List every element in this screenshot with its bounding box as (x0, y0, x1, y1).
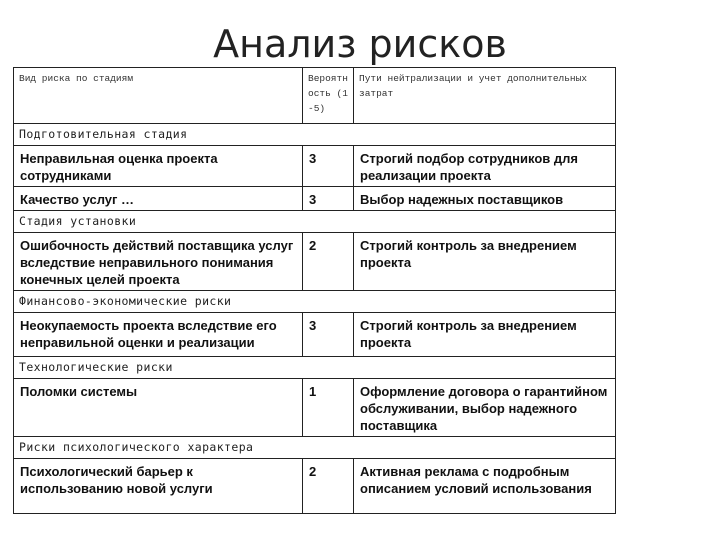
stage-label: Стадия установки (14, 211, 616, 233)
risk-analysis-table (13, 67, 616, 514)
table-row (14, 146, 616, 187)
table-row (14, 187, 616, 211)
stage-row (14, 357, 616, 379)
probability-cell: 3 (303, 146, 354, 187)
mitigation-cell: Оформление договора о гарантийном обслуживании, выбор надежного поставщика (354, 379, 616, 437)
risk-cell: Качество услуг … (14, 187, 303, 211)
stage-label: Технологические риски (14, 357, 616, 379)
table-row (14, 313, 616, 357)
header-probability: Вероятность (1-5) (303, 68, 354, 124)
risk-cell: Поломки системы (14, 379, 303, 437)
stage-label: Подготовительная стадия (14, 124, 616, 146)
risk-cell: Ошибочность действий поставщика услуг вследствие неправильного понимания конечных целей проекта (14, 233, 303, 291)
risk-cell: Неправильная оценка проекта сотрудниками (14, 146, 303, 187)
table-row (14, 379, 616, 437)
probability-cell: 2 (303, 459, 354, 514)
page-title: Анализ рисков (213, 22, 507, 66)
mitigation-cell: Строгий контроль за внедрением проекта (354, 313, 616, 357)
stage-row (14, 291, 616, 313)
probability-cell: 1 (303, 379, 354, 437)
probability-cell: 2 (303, 233, 354, 291)
table-row (14, 459, 616, 514)
mitigation-cell: Выбор надежных поставщиков (354, 187, 616, 211)
mitigation-cell: Строгий контроль за внедрением проекта (354, 233, 616, 291)
probability-cell: 3 (303, 313, 354, 357)
risk-cell: Психологический барьер к использованию новой услуги (14, 459, 303, 514)
stage-label: Риски психологического характера (14, 437, 616, 459)
stage-label: Финансово-экономические риски (14, 291, 616, 313)
mitigation-cell: Активная реклама с подробным описанием условий использования (354, 459, 616, 514)
stage-row (14, 437, 616, 459)
table-header-row (14, 68, 616, 124)
stage-row (14, 124, 616, 146)
risk-cell: Неокупаемость проекта вследствие его неправильной оценки и реализации (14, 313, 303, 357)
probability-cell: 3 (303, 187, 354, 211)
header-risk-type: Вид риска по стадиям (14, 68, 303, 124)
table-row (14, 233, 616, 291)
header-ways: Пути нейтрализации и учет дополнительных затрат (354, 68, 616, 124)
stage-row (14, 211, 616, 233)
mitigation-cell: Строгий подбор сотрудников для реализации проекта (354, 146, 616, 187)
